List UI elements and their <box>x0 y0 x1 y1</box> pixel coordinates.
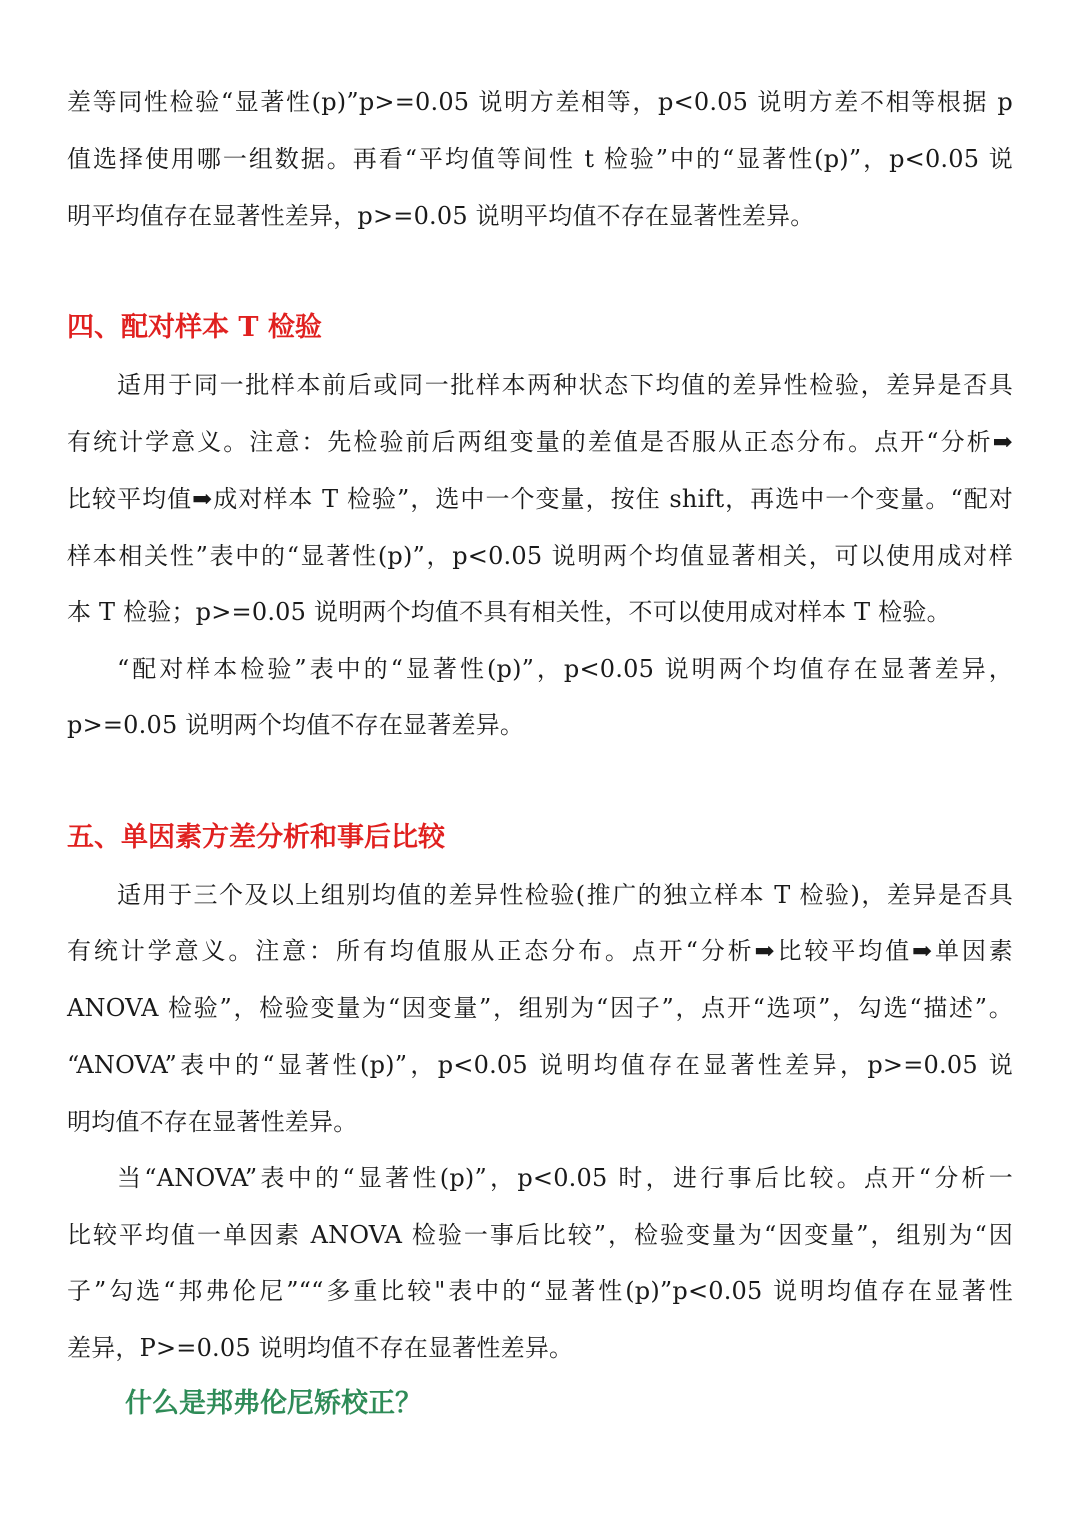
s5-p1-line-1: 适用于三个及以上组别均值的差异性检验(推广的独立样本 T 检验)，差异是否具 <box>117 881 1013 909</box>
section-5-title: 五、单因素方差分析和事后比较 <box>67 822 445 853</box>
section-4-title: 四、配对样本 T 检验 <box>67 312 322 343</box>
s5-p2-line-1: 当“ANOVA”表中的“显著性(p)”，p<0.05 时，进行事后比较。点开“分析一 <box>117 1164 1013 1192</box>
s4-p1-line-4: 样本相关性”表中的“显著性(p)”，p<0.05 说明两个均值显著相关，可以使用成对样 <box>67 542 1013 570</box>
bonferroni-question: 什么是邦弗伦尼矫校正？ <box>125 1388 422 1419</box>
s4-p2-line-1: “配对样本检验”表中的“显著性(p)”，p<0.05 说明两个均值存在显著差异， <box>117 655 1013 683</box>
s5-p1-line-4: “ANOVA”表中的“显著性(p)”，p<0.05 说明均值存在显著性差异，p>=0.05 说 <box>67 1051 1013 1079</box>
s4-p1-line-2: 有统计学意义。注意：先检验前后两组变量的差值是否服从正态分布。点开“分析➡ <box>67 428 1013 456</box>
intro-line-3: 明平均值存在显著性差异，p>=0.05 说明平均值不存在显著性差异。 <box>67 202 815 230</box>
s5-p2-line-3: 子”勾选“邦弗伦尼”““多重比较"表中的“显著性(p)”p<0.05 说明均值存在显著性 <box>67 1277 1013 1305</box>
s5-p1-line-2: 有统计学意义。注意：所有均值服从正态分布。点开“分析➡比较平均值➡单因素 <box>67 937 1013 965</box>
s5-p1-line-5: 明均值不存在显著性差异。 <box>67 1108 358 1136</box>
s5-p1-line-3: ANOVA 检验”，检验变量为“因变量”，组别为“因子”，点开“选项”，勾选“描述”。 <box>67 994 1013 1022</box>
intro-line-2: 值选择使用哪一组数据。再看“平均值等间性 t 检验”中的“显著性(p)”，p<0.05 说 <box>67 145 1013 173</box>
s5-p2-line-2: 比较平均值一单因素 ANOVA 检验一事后比较”，检验变量为“因变量”，组别为“因 <box>67 1221 1013 1249</box>
s4-p1-line-5: 本 T 检验；p>=0.05 说明两个均值不具有相关性，不可以使用成对样本 T 检验。 <box>67 598 951 626</box>
s4-p1-line-3: 比较平均值➡成对样本 T 检验”，选中一个变量，按住 shift，再选中一个变量。“配对 <box>67 485 1013 513</box>
s4-p1-line-1: 适用于同一批样本前后或同一批样本两种状态下均值的差异性检验，差异是否具 <box>117 371 1013 399</box>
s4-p2-line-2: p>=0.05 说明两个均值不存在显著差异。 <box>67 711 525 739</box>
s5-p2-line-4: 差异，P>=0.05 说明均值不存在显著性差异。 <box>67 1334 574 1362</box>
intro-line-1: 差等同性检验“显著性(p)”p>=0.05 说明方差相等，p<0.05 说明方差不相等根据 p <box>67 88 1013 116</box>
